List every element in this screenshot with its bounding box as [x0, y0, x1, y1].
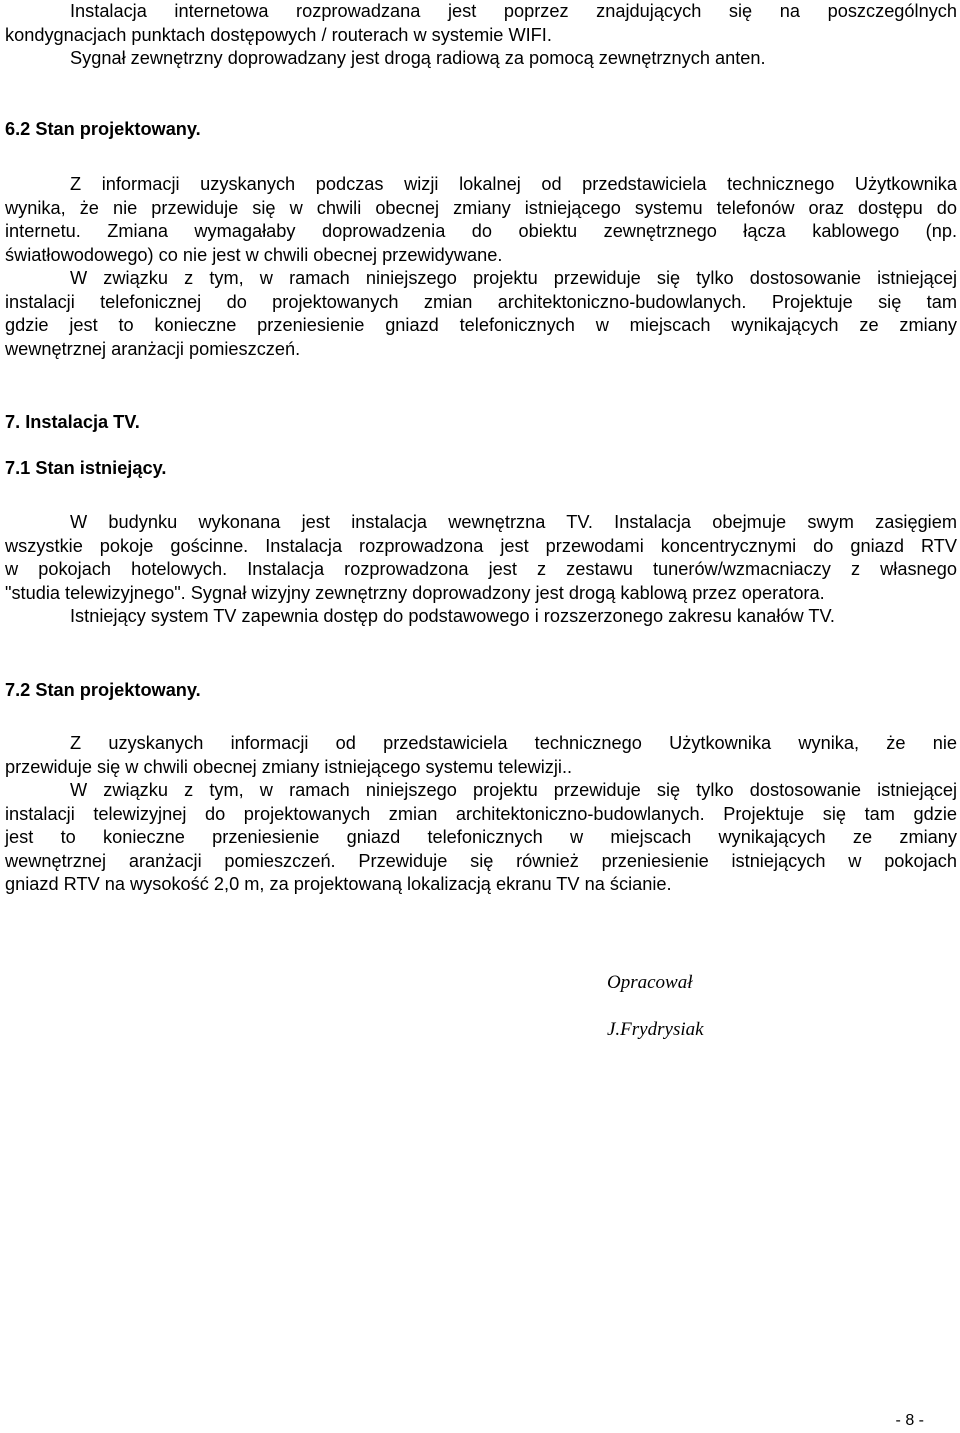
section-6-2-paragraph-2 — [5, 267, 957, 361]
text-line: Sygnał zewnętrzny doprowadzany jest drogą radiową za pomocą zewnętrznych anten. — [70, 48, 766, 68]
page-number: - 8 - — [895, 1412, 924, 1429]
text-line: instalacji telewizyjnej do projektowanych zmian architektoniczno-budowlanych. Projektuje się tam gdzie — [5, 803, 957, 824]
signature-label: Opracował — [607, 972, 693, 993]
text-line: gniazd RTV na wysokość 2,0 m, za projektowaną lokalizacją ekranu TV na ścianie. — [5, 874, 672, 894]
section-6-2-paragraph-1 — [5, 173, 957, 267]
section-heading-7: 7. Instalacja TV. — [5, 412, 140, 432]
text-line: Z uzyskanych informacji od przedstawiciela technicznego Użytkownika wynika, że nie — [70, 733, 957, 753]
section-7-2-paragraph-2 — [5, 779, 957, 897]
text-line: "studia telewizyjnego". Sygnał wizyjny zewnętrzny doprowadzony jest drogą kablową przez operatora. — [5, 582, 825, 603]
text-line: w pokojach hotelowych. Instalacja rozprowadzona jest z zestawu tunerów/wzmacniaczy z własnego — [5, 559, 957, 579]
text-line: światłowodowego) co nie jest w chwili obecnej przewidywane. — [5, 244, 503, 265]
text-line: wszystkie pokoje gościnne. Instalacja rozprowadzona jest przewodami koncentrycznymi do gniazd RTV — [5, 535, 957, 556]
section-7-1-paragraph — [5, 511, 957, 629]
text-line: Instalacja internetowa rozprowadzana jest poprzez znajdujących się na poszczególnych — [70, 1, 957, 21]
text-line: internetu. Zmiana wymagałaby doprowadzenia do obiektu zewnętrznego łącza kablowego (np. — [5, 221, 957, 241]
text-line: Istniejący system TV zapewnia dostęp do podstawowego i rozszerzonego zakresu kanałów TV. — [70, 606, 835, 626]
text-line: W budynku wykonana jest instalacja wewnętrzna TV. Instalacja obejmuje swym zasięgiem — [70, 512, 957, 532]
section-heading-7-1: 7.1 Stan istniejący. — [5, 458, 167, 478]
section-heading-7-2: 7.2 Stan projektowany. — [5, 680, 201, 700]
text-line: wewnętrznej aranżacji pomieszczeń. Przewiduje się również przeniesienie istniejących w pokojach — [5, 850, 957, 871]
text-line: kondygnacjach punktach dostępowych / routerach w systemie WIFI. — [5, 24, 552, 45]
text-line: instalacji telefonicznej do projektowanych zmian architektoniczno-budowlanych. Projektuje się tam — [5, 291, 957, 312]
text-line: Z informacji uzyskanych podczas wizji lokalnej od przedstawiciela technicznego Użytkownika — [70, 174, 957, 194]
text-line: wewnętrznej aranżacji pomieszczeń. — [5, 338, 301, 359]
section-7-2-paragraph-1 — [5, 732, 957, 779]
section-heading-6-2: 6.2 Stan projektowany. — [5, 119, 201, 139]
text-line: W związku z tym, w ramach niniejszego projektu przewiduje się tylko dostosowanie istniejącej — [70, 780, 957, 800]
text-line: przewiduje się w chwili obecnej zmiany istniejącego systemu telewizji.. — [5, 756, 573, 777]
text-line: jest to konieczne przeniesienie gniazd telefonicznych w miejscach wynikających ze zmiany — [5, 827, 957, 847]
text-line: gdzie jest to konieczne przeniesienie gniazd telefonicznych w miejscach wynikających ze zmiany — [5, 315, 957, 335]
intro-paragraph — [5, 0, 957, 71]
text-line: W związku z tym, w ramach niniejszego projektu przewiduje się tylko dostosowanie istniejącej — [70, 268, 957, 288]
signature-name: J.Frydrysiak — [607, 1019, 704, 1040]
text-line: wynika, że nie przewiduje się w chwili obecnej zmiany istniejącego systemu telefonów oraz dostępu do — [5, 197, 957, 218]
